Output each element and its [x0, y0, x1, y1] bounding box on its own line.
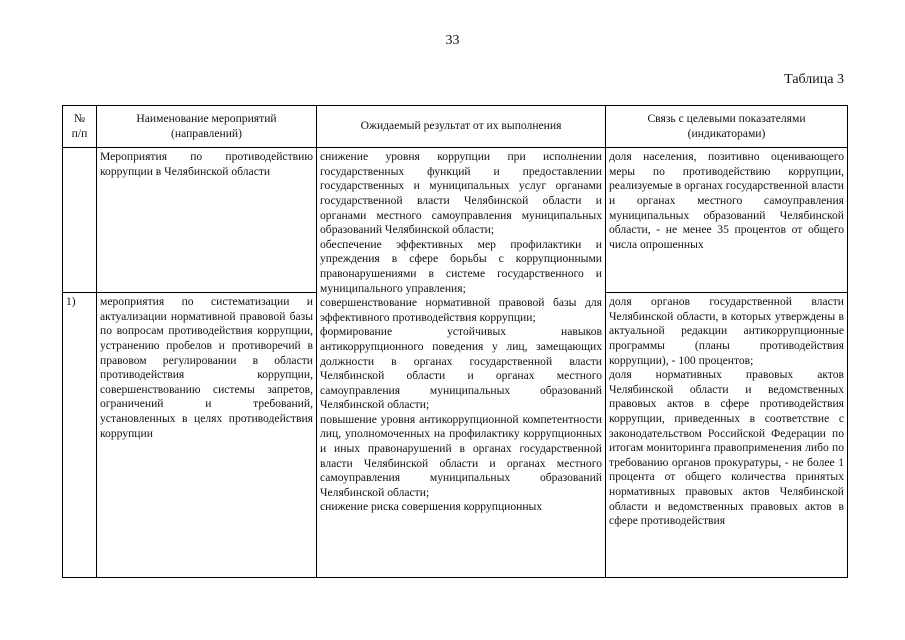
header-result: Ожидаемый результат от их выполнения: [317, 106, 606, 148]
measure-name: мероприятия по систематизации и актуализации нормативной правовой базы по вопросам противодействия коррупции, устранению пробелов и противоречий в правовом регулировании в области противодействия коррупции, совершенствованию системы запретов, ограничений и требований, установленных в целях противодействия коррупции: [97, 293, 317, 578]
measures-table: [62, 105, 848, 578]
table-header-row: [63, 106, 848, 148]
table-label: Таблица 3: [784, 72, 844, 87]
header-name: Наименование мероприятий (направлений): [97, 106, 317, 148]
header-num: № п/п: [63, 106, 97, 148]
page-number: 33: [445, 33, 460, 48]
target-indicators: доля населения, позитивно оценивающего меры по противодействию коррупции, реализуемые в органах государственной власти и органах местного самоуправления муниципальных образований Челябинской области, - не менее 35 процентов от общего числа опрошенных: [606, 148, 848, 293]
table-row: [63, 148, 848, 293]
measure-name: Мероприятия по противодействию коррупции в Челябинской области: [97, 148, 317, 293]
target-indicators: доля органов государственной власти Челябинской области, в которых утверждены в актуальной редакции антикоррупционные программы (планы противодействия коррупции), - 100 процентов; доля нормативных правовых актов Челябинской области и ведомственных правовых актов в сфере противодействия коррупции, приведенных в соответствие с законодательством Российской Федерации по итогам мониторинга правоприменения либо по требованию органов прокуратуры, - не более 1 процента от общего количества принятых нормативных правовых актов Челябинской области и ведомственных правовых актов в сфере противодействия: [606, 293, 848, 578]
header-link: Связь с целевыми показателями (индикаторами): [606, 106, 848, 148]
row-number: [63, 148, 97, 293]
row-number: 1): [63, 293, 97, 578]
expected-result: снижение уровня коррупции при исполнении государственных функций и предоставлении государственных и муниципальных услуг органами государственной власти Челябинской области и органами местного самоуправления муниципальных образований Челябинской области; обеспечение эффективных мер профилактики и упреждения в сфере борьбы с коррупционными правонарушениями в системе государственного и муниципального управления; совершенствование нормативной правовой базы для эффективного противодействия коррупции; формирование устойчивых навыков антикоррупционного поведения у лиц, замещающих должности в органах государственной власти Челябинской области и органах местного самоуправления муниципальных образований Челябинской области; повышение уровня антикоррупционной компетентности лиц, уполномоченных на профилактику коррупционных и иных правонарушений в органах государственной власти Челябинской области и органах местного самоуправления муниципальных образований Челябинской области; снижение риска совершения коррупционных: [317, 148, 606, 578]
